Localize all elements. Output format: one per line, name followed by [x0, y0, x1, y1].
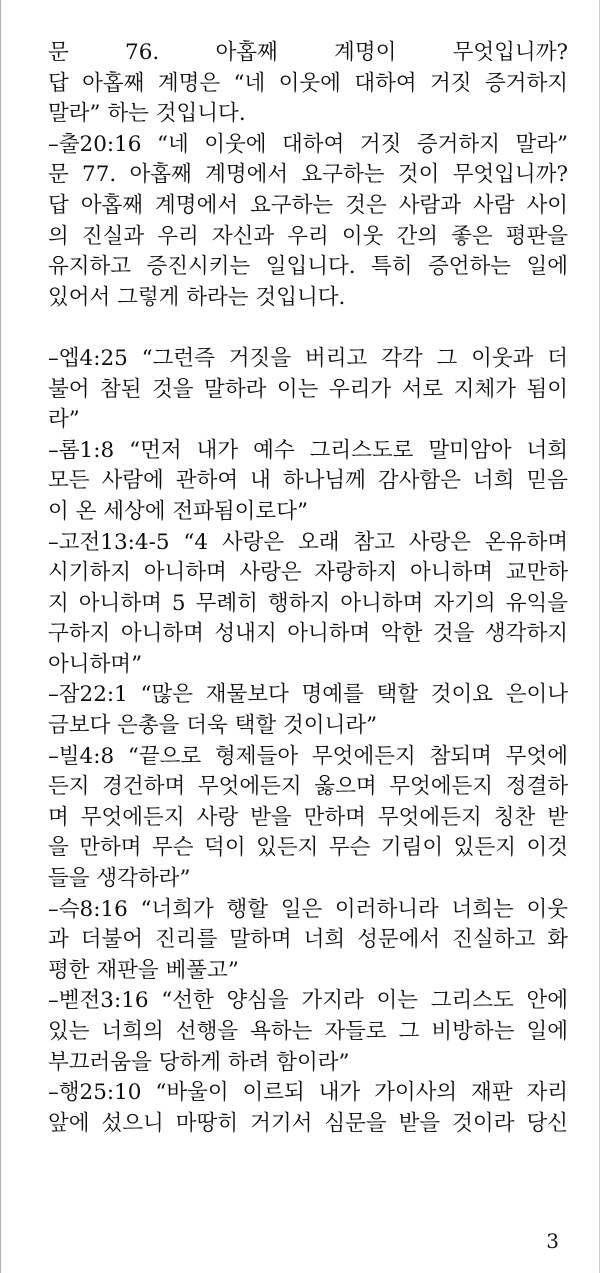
- text-line: 을 만하며 무슨 덕이 있든지 무슨 기림이 있든지 이것: [48, 835, 568, 861]
- text-line: 이 온 세상에 전파됨이로다”: [48, 498, 308, 524]
- text-line: 들을 생각하라”: [48, 866, 191, 892]
- text-line: 며 무엇에든지 사랑 받을 만하며 무엇에든지 칭찬 받: [48, 804, 568, 830]
- text-line: 문 77. 아홉째 계명에서 요구하는 것이 무엇입니까?: [48, 162, 568, 188]
- blank-line: [48, 313, 568, 344]
- text-line: 시기하지 아니하며 사랑은 자랑하지 아니하며 교만하: [48, 560, 568, 586]
- text-line: 지 아니하며 5 무례히 행하지 아니하며 자기의 유익을: [48, 590, 568, 616]
- text-line: 부끄러움을 당하게 하려 함이라”: [48, 1049, 350, 1075]
- text-line: 평한 재판을 베풀고”: [48, 957, 239, 983]
- text-line: 유지하고 증진시키는 일입니다. 특히 증언하는 일에: [48, 254, 568, 280]
- text-line: –엡4:25 “그런즉 거짓을 버리고 각각 그 이웃과 더: [48, 345, 568, 371]
- text-line: 말라” 하는 것입니다.: [48, 101, 246, 127]
- text-line: 답 아홉째 계명에서 요구하는 것은 사람과 사람 사이: [48, 192, 568, 218]
- text-line: –롬1:8 “먼저 내가 예수 그리스도로 말미암아 너희: [48, 437, 568, 463]
- text-line: –고전13:4-5 “4 사랑은 오래 참고 사랑은 온유하며: [48, 529, 568, 555]
- text-line: 과 더불어 진리를 말하며 너희 성문에서 진실하고 화: [48, 927, 568, 953]
- text-line: 든지 경건하며 무엇에든지 옳으며 무엇에든지 정결하: [48, 774, 568, 800]
- text-line: 구하지 아니하며 성내지 아니하며 악한 것을 생각하지: [48, 621, 568, 647]
- text-line: –잠22:1 “많은 재물보다 명예를 택할 것이요 은이나: [48, 682, 568, 708]
- text-line: –벧전3:16 “선한 양심을 가지라 이는 그리스도 안에: [48, 988, 568, 1014]
- page-number: 3: [546, 1229, 559, 1253]
- text-line: 의 진실과 우리 자신과 우리 이웃 간의 좋은 평판을: [48, 223, 568, 249]
- text-line: 있는 너희의 선행을 욕하는 자들로 그 비방하는 일에: [48, 1019, 568, 1044]
- text-line: 모든 사람에 관하여 내 하나님께 감사함은 너희 믿음: [48, 468, 568, 494]
- text-line: –빌4:8 “끝으로 형제들아 무엇에든지 참되며 무엇에: [48, 743, 568, 769]
- text-line: 아니하며”: [48, 651, 143, 677]
- text-line: 있어서 그렇게 하라는 것입니다.: [48, 284, 346, 310]
- text-line: 라”: [48, 407, 80, 433]
- text-line: –슥8:16 “너희가 행할 일은 이러하니라 너희는 이웃: [48, 896, 568, 922]
- text-line: 금보다 은총을 더욱 택할 것이니라”: [48, 713, 378, 739]
- text-line: 앞에 섰으니 마땅히 거기서 심문을 받을 것이라 당신: [48, 1110, 568, 1136]
- catechism-text: [48, 38, 568, 1139]
- text-line: –행25:10 “바울이 이르되 내가 가이사의 재판 자리: [48, 1080, 568, 1106]
- text-line: 답 아홉째 계명은 “네 이웃에 대하여 거짓 증거하지: [48, 70, 568, 96]
- text-line: 문 76. 아홉째 계명이 무엇입니까?: [48, 40, 568, 65]
- text-line: –출20:16 “네 이웃에 대하여 거짓 증거하지 말라”: [48, 131, 568, 157]
- text-line: 불어 참된 것을 말하라 이는 우리가 서로 지체가 됨이: [48, 376, 568, 402]
